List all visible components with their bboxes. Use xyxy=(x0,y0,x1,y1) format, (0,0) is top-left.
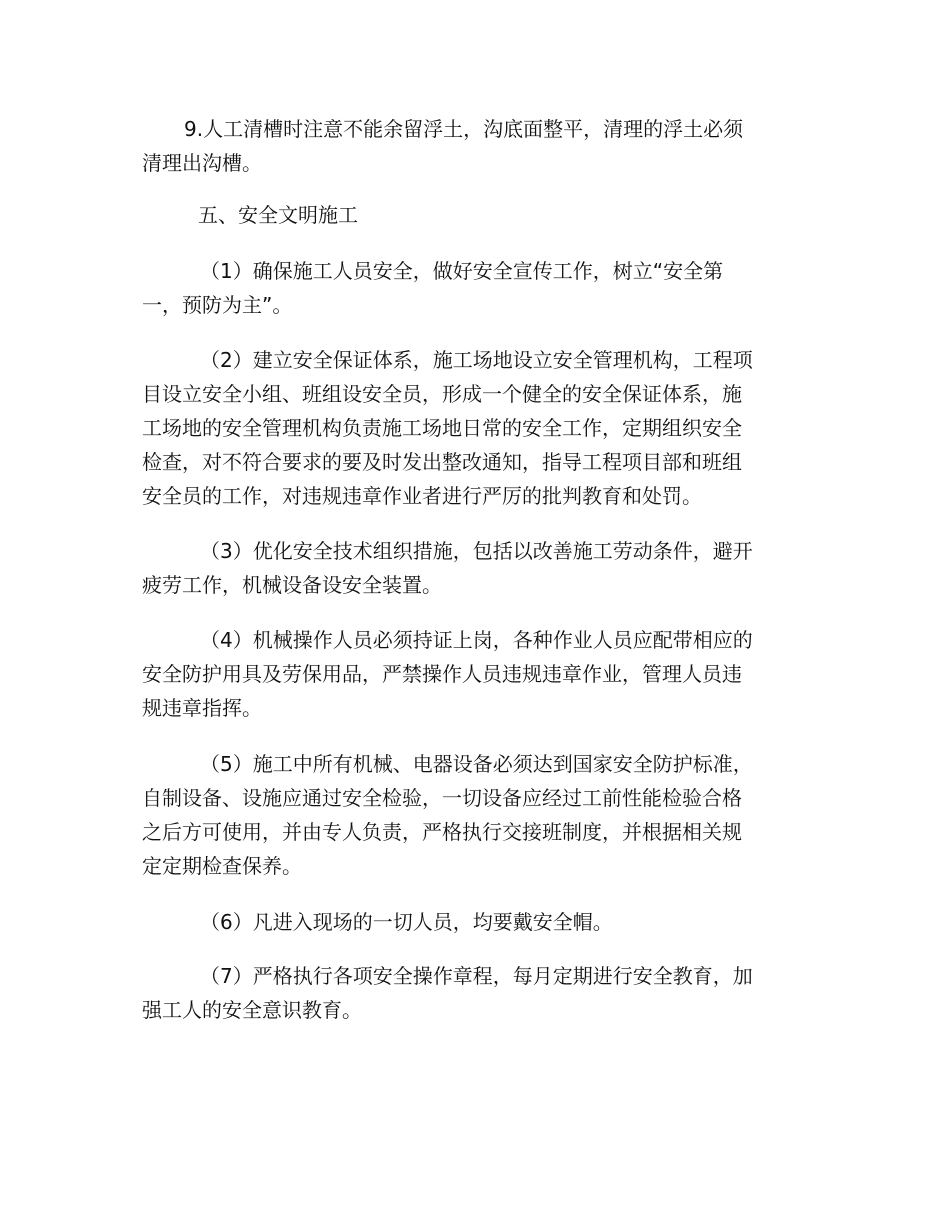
section-heading: 五、安全文明施工 xyxy=(198,203,358,227)
item-3-line-2: 疲劳工作，机械设备设安全装置。 xyxy=(142,573,442,597)
item-1-line-1: （1）确保施工人员安全，做好安全宣传工作，树立“安全第 xyxy=(200,259,724,283)
item-1-line-2: 一，预防为主”。 xyxy=(142,293,293,317)
item-5-line-1: （5）施工中所有机械、电器设备必须达到国家安全防护标准， xyxy=(200,752,753,776)
paragraph-9-line-1: 9.人工清槽时注意不能余留浮土，沟底面整平，清理的浮土必须 xyxy=(184,117,744,141)
item-5-line-4: 定定期检查保养。 xyxy=(142,854,302,878)
paragraph-9-line-2: 清理出沟槽。 xyxy=(142,151,262,175)
item-4-line-1: （4）机械操作人员必须持证上岗，各种作业人员应配带相应的 xyxy=(200,628,753,652)
item-2-line-4: 检查，对不符合要求的要及时发出整改通知，指导工程项目部和班组 xyxy=(142,450,742,474)
item-4-line-2: 安全防护用具及劳保用品，严禁操作人员违规违章作业，管理人员违 xyxy=(142,662,742,686)
item-5-line-3: 之后方可使用，并由专人负责，严格执行交接班制度，并根据相关规 xyxy=(142,820,742,844)
item-3-line-1: （3）优化安全技术组织措施，包括以改善施工劳动条件，避开 xyxy=(200,539,753,563)
item-5-line-2: 自制设备、设施应通过安全检验，一切设备应经过工前性能检验合格 xyxy=(142,786,742,810)
item-6-line-1: （6）凡进入现场的一切人员，均要戴安全帽。 xyxy=(200,910,613,934)
item-2-line-3: 工场地的安全管理机构负责施工场地日常的安全工作，定期组织安全 xyxy=(142,416,742,440)
item-7-line-1: （7）严格执行各项安全操作章程，每月定期进行安全教育，加 xyxy=(200,964,753,988)
item-2-line-2: 目设立安全小组、班组设安全员，形成一个健全的安全保证体系，施 xyxy=(142,382,742,406)
item-4-line-3: 规违章指挥。 xyxy=(142,696,262,720)
item-7-line-2: 强工人的安全意识教育。 xyxy=(142,998,362,1022)
item-2-line-1: （2）建立安全保证体系，施工场地设立安全管理机构，工程项 xyxy=(200,348,753,372)
item-2-line-5: 安全员的工作，对违规违章作业者进行严厉的批判教育和处罚。 xyxy=(142,484,702,508)
